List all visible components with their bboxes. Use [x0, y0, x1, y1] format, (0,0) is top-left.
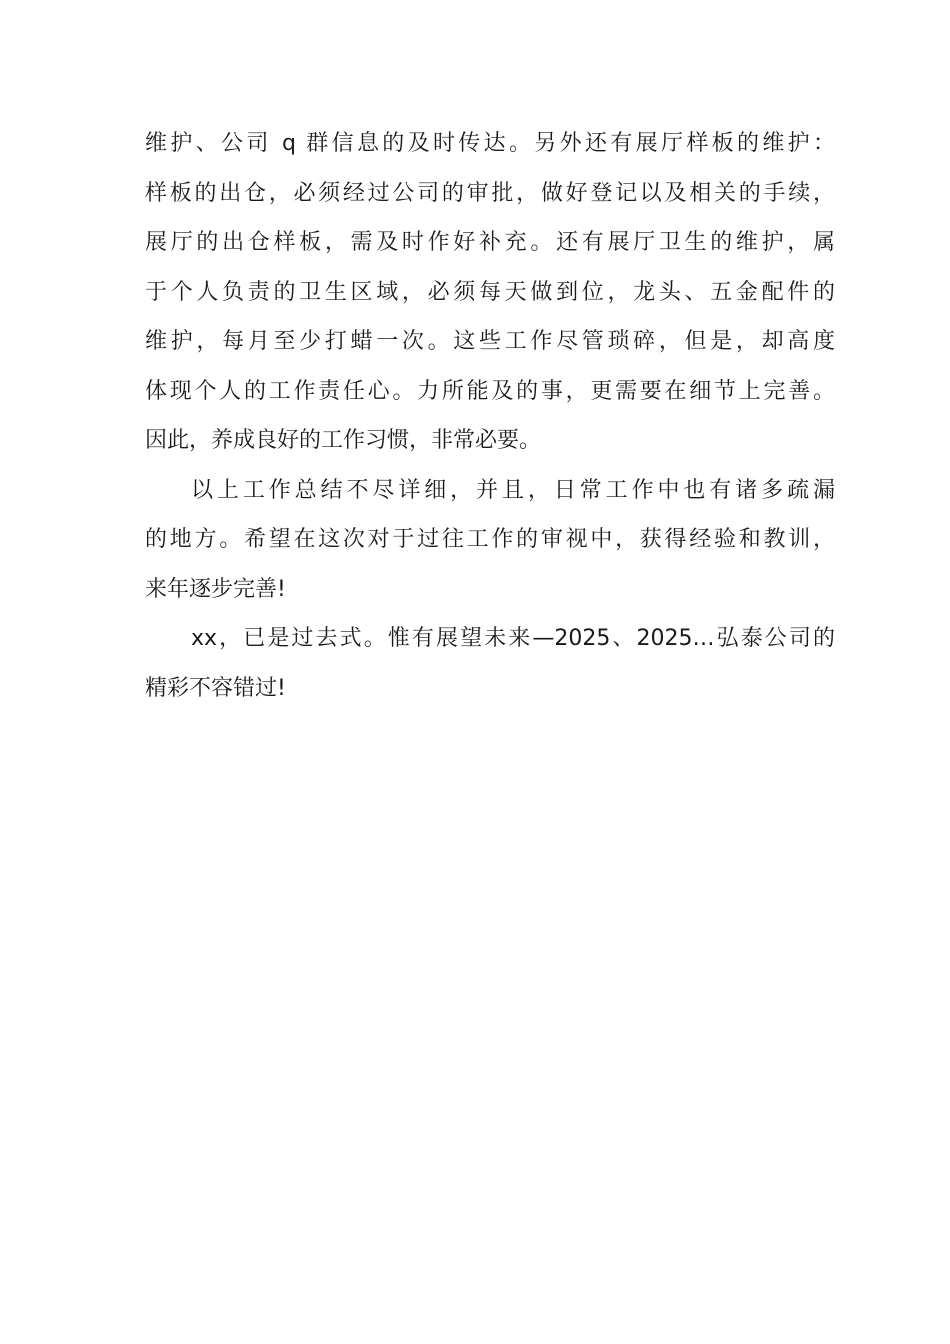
text-line: 以上工作总结不尽详细，并且，日常工作中也有诸多疏漏	[191, 477, 835, 503]
text-line: 样板的出仓，必须经过公司的审批，做好登记以及相关的手续，	[145, 180, 835, 206]
document-body	[145, 128, 835, 722]
text-line: 的地方。希望在这次对于过往工作的审视中，获得经验和教训，	[145, 527, 835, 552]
text-line: 展厅的出仓样板，需及时作好补充。还有展厅卫生的维护，属	[145, 230, 835, 255]
text-line: xx，已是过去式。惟有展望未来—2025、2025…弘泰公司的	[191, 626, 835, 651]
text-line: 体现个人的工作责任心。力所能及的事，更需要在细节上完善。	[145, 378, 835, 404]
text-line: 来年逐步完善!	[145, 576, 286, 602]
text-line: 精彩不容错过!	[145, 675, 286, 701]
text-line: 维护，每月至少打蜡一次。这些工作尽管琐碎，但是，却高度	[145, 329, 835, 354]
text-line: 维护、公司 q 群信息的及时传达。另外还有展厅样板的维护：	[145, 131, 835, 156]
text-line: 因此，养成良好的工作习惯，非常必要。	[145, 428, 542, 453]
text-line: 于个人负责的卫生区域，必须每天做到位，龙头、五金配件的	[145, 279, 835, 305]
